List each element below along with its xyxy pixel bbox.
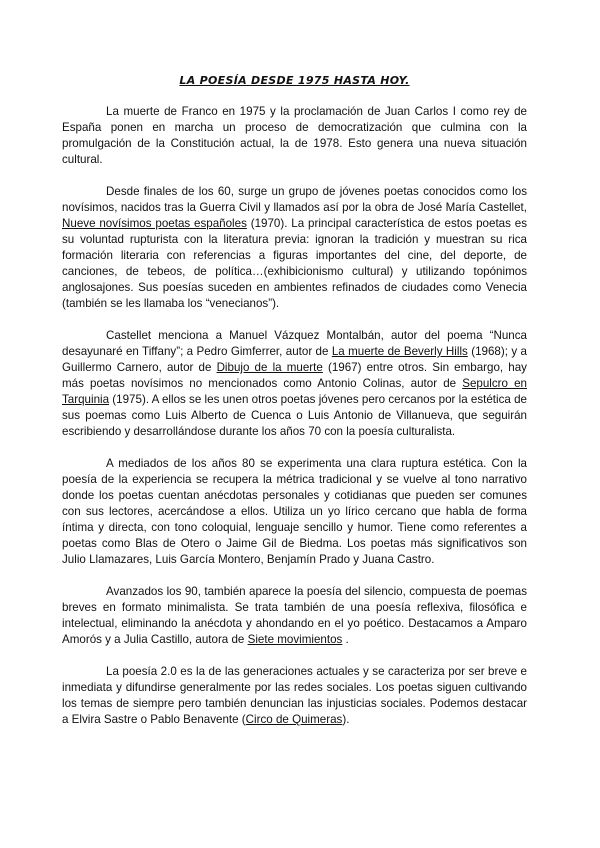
book-title-beverly-hills: La muerte de Beverly Hills [331, 345, 468, 358]
paragraph-text: A mediados de los años 80 se experimenta una clara ruptura estética. Con la poesía de la experiencia se recupera la métrica tradicional y se vuelve al tono narrativo donde los poetas cuentan anécdotas personales y cotidianas que pueden ser comunes con sus lectores, acercándose a ellos. Utiliza un yo lírico cercano que habla de forma íntima y directa, con tono coloquial, lenguaje sencillo y humor. Tiene como referentes a poetas como Blas de Otero o Jaime Gil de Biedma. Los poetas más significativos son Julio Llamazares, Luis García Montero, Benjamín Prado y Juana Castro. [62, 457, 527, 566]
book-title-circo-de-quimeras: Circo de Quimeras [245, 713, 343, 726]
paragraph-text: La poesía 2.0 es la de las generaciones actuales y se caracteriza por ser breve e inmediata y difundirse generalmente por las redes sociales. Los poetas siguen cultivando los temas de siempre pero también denuncian las injusticias sociales. Podemos destacar a Elvira Sastre o Pablo Benavente ( [62, 665, 527, 726]
paragraph-text: Castellet menciona a Manuel Vázquez Montalbán, autor del poema “Nunca desayunaré en Tiffany”; a Pedro Gimferrer, autor de [62, 329, 527, 358]
paragraph-text: Desde finales de los 60, surge un grupo de jóvenes poetas conocidos como los novísimos, nacidos tras la Guerra Civil y llamados así por la obra de José María Castellet, [62, 185, 527, 214]
paragraph-experiencia [62, 456, 527, 568]
paragraph-novisimos [62, 184, 527, 312]
page-title: LA POESÍA DESDE 1975 HASTA HOY. [179, 74, 410, 87]
paragraph-text: La muerte de Franco en 1975 y la proclamación de Juan Carlos I como rey de España ponen en marcha un proceso de democratización que culmina con la promulgación de la Constitución actual, la de 1978. Esto genera una nueva situación cultural. [62, 105, 527, 166]
paragraph-text: Avanzados los 90, también aparece la poesía del silencio, compuesta de poemas breves en formato minimalista. Se trata también de una poesía reflexiva, filosófica e intelectual, eliminando la anécdota y ahondando en el yo poético. Destacamos a Amparo Amorós y a Julia Castillo, autora de [62, 585, 527, 646]
book-title-sepulcro-en-tarquinia: Sepulcro en Tarquinia [62, 377, 527, 406]
paragraph-castellet [62, 328, 527, 440]
paragraph-text: (1975). A ellos se les unen otros poetas jóvenes pero cercanos por la estética de sus poemas como Luis Alberto de Cuenca o Luis Antonio de Villanueva, que seguirán escribiendo y desarrollándose durante los años 70 con la poesía culturalista. [62, 393, 527, 438]
book-title-nueve-novisimos: Nueve novísimos poetas españoles [62, 217, 247, 230]
paragraph-context [62, 104, 527, 168]
paragraph-text: ). [342, 713, 350, 726]
paragraph-text: (1970). La principal característica de estos poetas es su voluntad rupturista con la literatura previa: ignoran la tradición y muestran su rica formación literaria con referencias a figuras importantes del cine, del deporte, de canciones, de tebeos, de política…(exhibicionismo cultural) y utilizando topónimos anglosajones. Sus poesías suceden en ambientes refinados de ciudades como Venecia (también se les llamaba los “venecianos”). [62, 217, 527, 310]
book-title-siete-movimientos: Siete movimientos [247, 633, 343, 646]
paragraph-text: (1967) entre otros. Sin embargo, hay más poetas novísimos no mencionados como Antonio Colinas, autor de [62, 361, 527, 390]
document-page [62, 73, 527, 744]
paragraph-text: (1968); y a Guillermo Carnero, autor de [62, 345, 527, 374]
paragraph-poesia-2-0 [62, 664, 527, 728]
paragraph-silencio [62, 584, 527, 648]
book-title-dibujo-de-la-muerte: Dibujo de la muerte [216, 361, 323, 374]
paragraph-text: . [342, 633, 349, 646]
